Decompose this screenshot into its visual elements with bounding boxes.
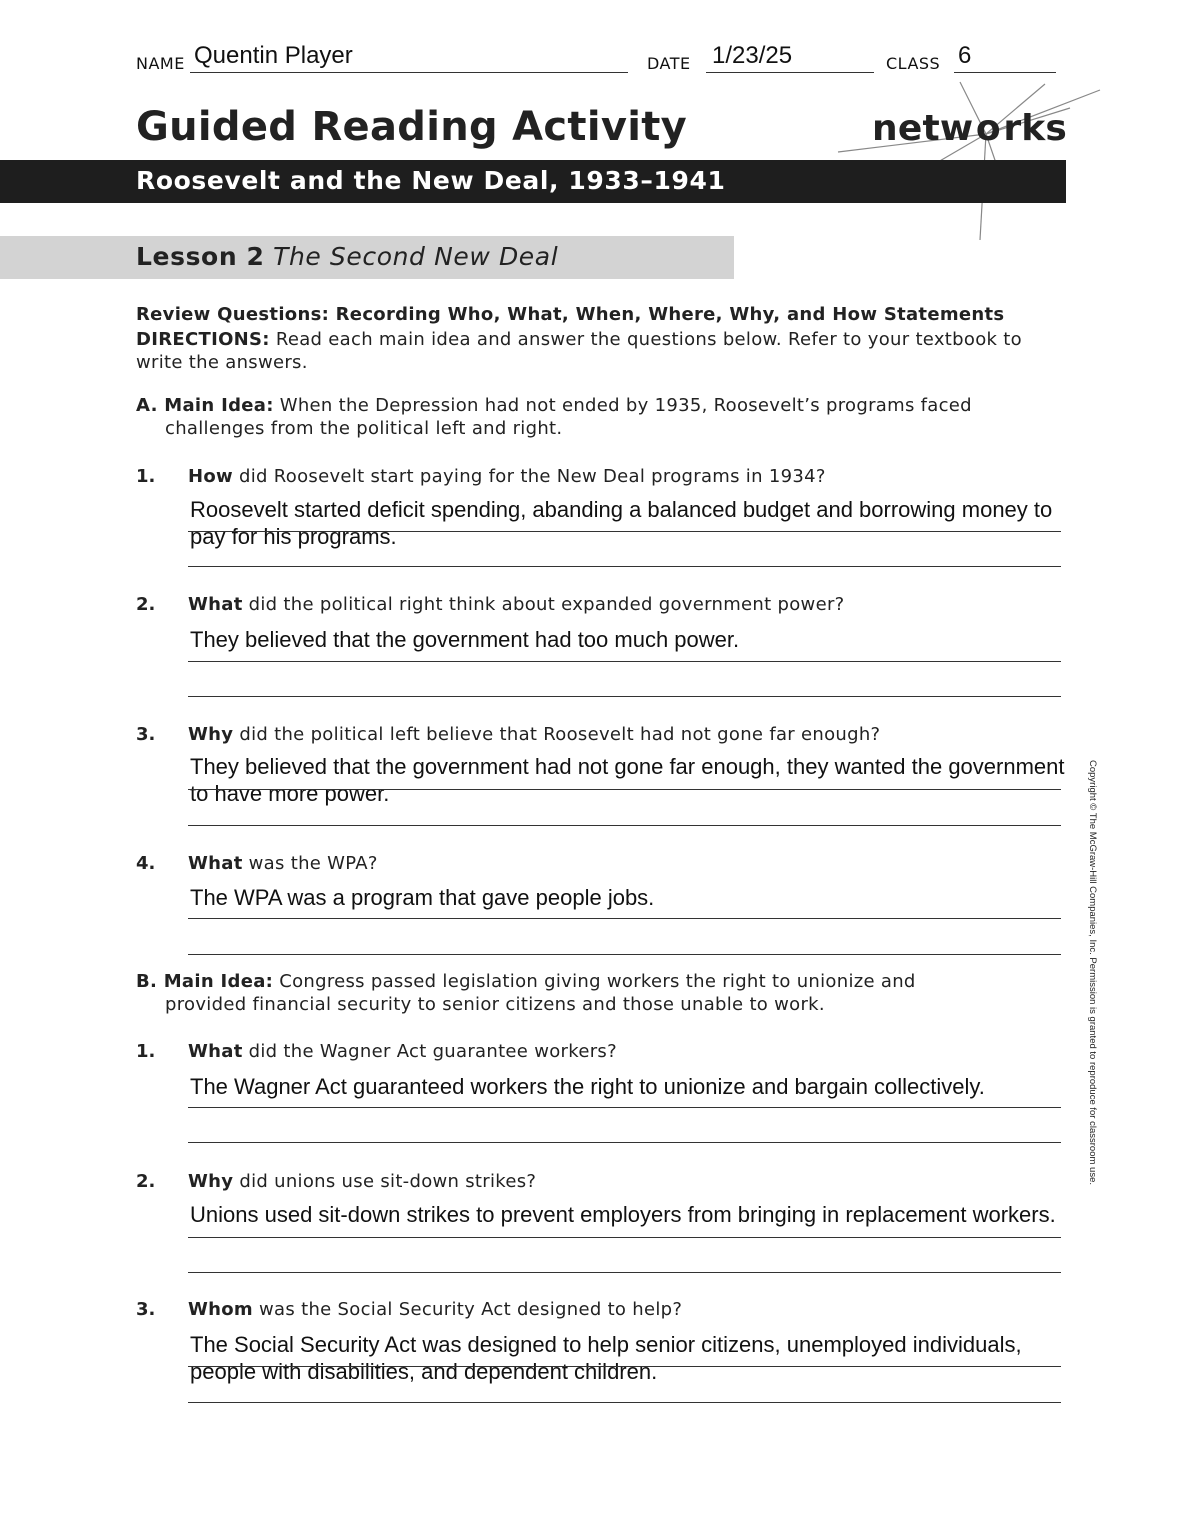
question-number: 2. bbox=[136, 1171, 156, 1192]
page-title: Guided Reading Activity bbox=[136, 104, 688, 150]
question-b1 bbox=[188, 1041, 617, 1062]
question-a2 bbox=[188, 594, 845, 615]
date-underline bbox=[706, 72, 874, 73]
main-idea-a bbox=[136, 394, 1066, 440]
answer-line bbox=[188, 1142, 1061, 1143]
lesson-label: Lesson 2 bbox=[136, 242, 265, 271]
chapter-title: Roosevelt and the New Deal, 1933–1941 bbox=[136, 166, 726, 195]
question-keyword: What bbox=[188, 594, 243, 615]
question-number: 2. bbox=[136, 594, 156, 615]
answer-a3[interactable]: They believed that the government had not gone far enough, they wanted the government to have more power. bbox=[190, 754, 1065, 806]
question-b3 bbox=[188, 1299, 682, 1320]
answer-line bbox=[188, 954, 1061, 955]
answer-line bbox=[188, 661, 1061, 662]
question-keyword: How bbox=[188, 466, 233, 487]
answer-line bbox=[188, 696, 1061, 697]
copyright-notice: Copyright © The McGraw-Hill Companies, Inc. Permission is granted to reproduce for classroom use. bbox=[1087, 760, 1098, 1185]
question-keyword: What bbox=[188, 1041, 243, 1062]
question-a3 bbox=[188, 724, 880, 745]
answer-a4[interactable]: The WPA was a program that gave people jobs. bbox=[190, 885, 655, 910]
review-heading: Review Questions: Recording Who, What, When, Where, Why, and How Statements bbox=[136, 304, 1005, 325]
main-idea-b-text-2: provided financial security to senior citizens and those unable to work. bbox=[165, 994, 825, 1015]
answer-line bbox=[188, 531, 1061, 532]
answer-a1[interactable]: Roosevelt started deficit spending, abanding a balanced budget and borrowing money to pay for his programs. bbox=[190, 497, 1053, 549]
question-a4 bbox=[188, 853, 378, 874]
class-field[interactable]: 6 bbox=[958, 42, 972, 69]
lesson-title: The Second New Deal bbox=[273, 242, 559, 271]
question-text: did Roosevelt start paying for the New Deal programs in 1934? bbox=[239, 466, 826, 487]
question-text: did the political right think about expanded government power? bbox=[248, 594, 845, 615]
answer-line bbox=[188, 825, 1061, 826]
answer-b2[interactable]: Unions used sit-down strikes to prevent employers from bringing in replacement workers. bbox=[190, 1202, 1056, 1227]
main-idea-a-label: A. Main Idea: bbox=[136, 395, 274, 416]
question-keyword: What bbox=[188, 853, 243, 874]
name-field[interactable]: Quentin Player bbox=[194, 42, 353, 69]
question-text: did unions use sit-down strikes? bbox=[239, 1171, 537, 1192]
main-idea-b-label: B. Main Idea: bbox=[136, 971, 274, 992]
main-idea-a-text-1: When the Depression had not ended by 1935, Roosevelt’s programs faced bbox=[279, 395, 972, 416]
name-label: NAME bbox=[136, 54, 185, 73]
directions-label: DIRECTIONS: bbox=[136, 329, 270, 350]
question-b2 bbox=[188, 1171, 536, 1192]
answer-a2[interactable]: They believed that the government had too much power. bbox=[190, 627, 740, 652]
brand-prefix: netw bbox=[872, 108, 974, 149]
question-number: 3. bbox=[136, 724, 156, 745]
answer-line bbox=[188, 1272, 1061, 1273]
brand-o-target-icon bbox=[973, 108, 1003, 149]
main-idea-a-text-2: challenges from the political left and right. bbox=[165, 418, 563, 439]
answer-line bbox=[188, 1402, 1061, 1403]
answer-line bbox=[188, 1366, 1061, 1367]
question-number: 4. bbox=[136, 853, 156, 874]
directions-text: Read each main idea and answer the questions below. Refer to your textbook to write the answers. bbox=[136, 329, 1022, 373]
lesson-heading bbox=[136, 242, 558, 271]
question-text: was the Social Security Act designed to help? bbox=[259, 1299, 683, 1320]
directions bbox=[136, 328, 1066, 374]
question-number: 1. bbox=[136, 466, 156, 487]
question-a1 bbox=[188, 466, 826, 487]
networks-logo bbox=[872, 108, 1067, 149]
question-text: did the political left believe that Roosevelt had not gone far enough? bbox=[239, 724, 881, 745]
class-label: CLASS bbox=[886, 54, 941, 73]
answer-line bbox=[188, 1237, 1061, 1238]
date-field[interactable]: 1/23/25 bbox=[712, 42, 793, 69]
question-keyword: Why bbox=[188, 724, 234, 745]
question-text: was the WPA? bbox=[248, 853, 378, 874]
answer-b1[interactable]: The Wagner Act guaranteed workers the right to unionize and bargain collectively. bbox=[190, 1074, 985, 1099]
answer-line bbox=[188, 789, 1061, 790]
class-underline bbox=[954, 72, 1056, 73]
name-underline bbox=[190, 72, 628, 73]
answer-line bbox=[188, 918, 1061, 919]
question-number: 1. bbox=[136, 1041, 156, 1062]
answer-line bbox=[188, 1107, 1061, 1108]
question-keyword: Why bbox=[188, 1171, 234, 1192]
answer-line bbox=[188, 566, 1061, 567]
main-idea-b-text-1: Congress passed legislation giving workers the right to unionize and bbox=[279, 971, 916, 992]
question-text: did the Wagner Act guarantee workers? bbox=[248, 1041, 617, 1062]
question-keyword: Whom bbox=[188, 1299, 253, 1320]
question-number: 3. bbox=[136, 1299, 156, 1320]
date-label: DATE bbox=[647, 54, 691, 73]
brand-o: o bbox=[975, 108, 1001, 149]
brand-suffix: rks bbox=[1003, 108, 1068, 149]
answer-b3[interactable]: The Social Security Act was designed to help senior citizens, unemployed individuals, people with disabilities, and dependent children. bbox=[190, 1332, 1022, 1384]
main-idea-b bbox=[136, 970, 1066, 1016]
